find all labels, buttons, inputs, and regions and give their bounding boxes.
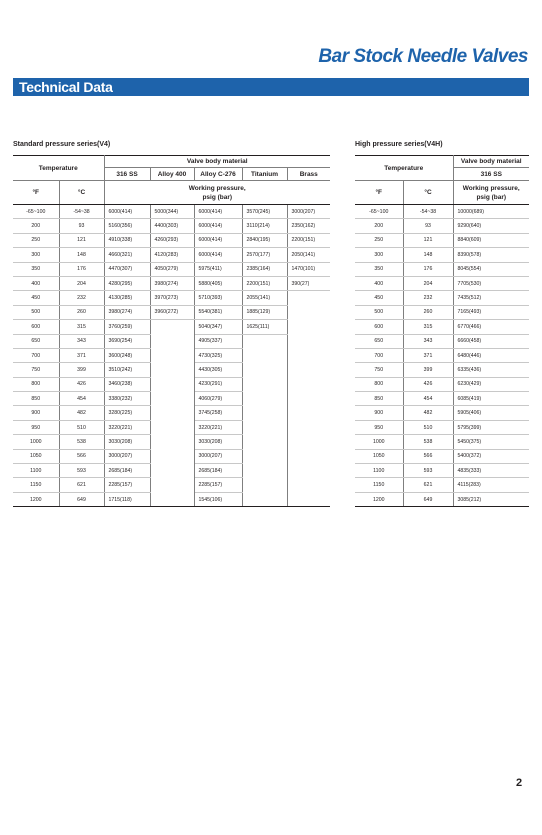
pressure-cell: 8045(554) (453, 262, 529, 276)
pressure-cell (242, 348, 287, 362)
temp-c-cell: 399 (403, 363, 453, 377)
temp-c-cell: 538 (403, 435, 453, 449)
pressure-cell: 2200(151) (242, 276, 287, 290)
temp-c-cell: 260 (59, 305, 104, 319)
pressure-cell: 5400(372) (453, 449, 529, 463)
pressure-cell: 3380(232) (104, 392, 150, 406)
temp-c-cell: 315 (59, 320, 104, 334)
temp-c-cell: 371 (59, 348, 104, 362)
pressure-cell: 390(27) (287, 276, 330, 290)
pressure-cell: 4660(321) (104, 248, 150, 262)
temp-c-cell: 93 (403, 219, 453, 233)
temp-c-cell: -54~38 (403, 205, 453, 219)
pressure-cell: 4260(293) (150, 233, 194, 247)
temp-c-cell: 649 (403, 492, 453, 506)
table-row (355, 377, 529, 391)
temp-c-cell: 315 (403, 320, 453, 334)
table-row (355, 291, 529, 305)
standard-series-caption: Standard pressure series(V4) (13, 141, 111, 148)
table-row (355, 348, 529, 362)
temp-c-cell: 343 (59, 334, 104, 348)
pressure-cell: 8840(609) (453, 233, 529, 247)
temp-f-cell: 650 (355, 334, 403, 348)
table-row (355, 276, 529, 290)
high-table-body (355, 205, 529, 507)
pressure-cell: 2570(177) (242, 248, 287, 262)
temp-c-cell: 510 (59, 420, 104, 434)
table-row (355, 262, 529, 276)
pressure-cell: 3000(207) (194, 449, 242, 463)
pressure-cell (150, 464, 194, 478)
pressure-cell (150, 334, 194, 348)
table-row (355, 449, 529, 463)
temp-c-cell: 399 (59, 363, 104, 377)
table-row (13, 305, 330, 319)
table-row (355, 219, 529, 233)
temp-f-cell: 800 (13, 377, 59, 391)
temp-c-cell: 93 (59, 219, 104, 233)
temp-f-cell: 350 (13, 262, 59, 276)
temp-f-cell: 900 (355, 406, 403, 420)
table-row (355, 435, 529, 449)
pressure-cell: 2685(184) (104, 464, 150, 478)
temp-f-cell: 900 (13, 406, 59, 420)
pressure-cell: 4050(279) (150, 262, 194, 276)
table-row (13, 262, 330, 276)
pressure-cell (150, 377, 194, 391)
pressure-cell: 3460(238) (104, 377, 150, 391)
temp-f-cell: 1150 (13, 478, 59, 492)
temp-c-cell: 121 (59, 233, 104, 247)
table-row (13, 334, 330, 348)
fahrenheit-header: °F (355, 181, 403, 205)
temp-f-cell: 1050 (13, 449, 59, 463)
temp-f-cell: 650 (13, 334, 59, 348)
pressure-cell (287, 305, 330, 319)
pressure-cell: 7435(512) (453, 291, 529, 305)
pressure-cell (150, 320, 194, 334)
pressure-cell (150, 420, 194, 434)
pressure-cell (242, 334, 287, 348)
pressure-cell (150, 492, 194, 506)
pressure-cell: 6770(466) (453, 320, 529, 334)
table-row (13, 291, 330, 305)
pressure-cell: 6335(436) (453, 363, 529, 377)
temp-f-cell: 1000 (13, 435, 59, 449)
temp-f-cell: 1000 (355, 435, 403, 449)
pressure-cell: 6000(414) (104, 205, 150, 219)
table-row (13, 363, 330, 377)
material-col-316ss: 316 SS (453, 168, 529, 181)
table-row (355, 363, 529, 377)
pressure-cell: 6000(414) (194, 219, 242, 233)
table-row (355, 320, 529, 334)
pressure-cell: 6085(419) (453, 392, 529, 406)
pressure-cell: 5040(347) (194, 320, 242, 334)
high-series-caption: High pressure series(V4H) (355, 141, 443, 148)
temp-c-cell: 593 (403, 464, 453, 478)
temp-f-cell: 1200 (13, 492, 59, 506)
temp-f-cell: 400 (13, 276, 59, 290)
temp-c-cell: -54~38 (59, 205, 104, 219)
table-row (13, 464, 330, 478)
pressure-cell: 3980(274) (150, 276, 194, 290)
temp-c-cell: 260 (403, 305, 453, 319)
pressure-cell: 3570(245) (242, 205, 287, 219)
temperature-header: Temperature (13, 156, 104, 181)
temp-c-cell: 510 (403, 420, 453, 434)
temp-c-cell: 566 (403, 449, 453, 463)
pressure-cell: 5905(406) (453, 406, 529, 420)
table-row (355, 492, 529, 506)
pressure-cell: 3510(242) (104, 363, 150, 377)
table-row (13, 219, 330, 233)
standard-pressure-table (13, 155, 330, 507)
standard-table-body (13, 205, 330, 507)
pressure-cell: 3085(212) (453, 492, 529, 506)
pressure-cell (287, 377, 330, 391)
pressure-cell: 6480(446) (453, 348, 529, 362)
temp-f-cell: 750 (13, 363, 59, 377)
temp-f-cell: 1150 (355, 478, 403, 492)
pressure-cell: 9290(640) (453, 219, 529, 233)
pressure-cell (242, 406, 287, 420)
temp-f-cell: 250 (13, 233, 59, 247)
pressure-cell (242, 464, 287, 478)
table-row (355, 305, 529, 319)
pressure-cell (287, 348, 330, 362)
pressure-cell (287, 435, 330, 449)
material-col-316ss: 316 SS (104, 168, 150, 181)
pressure-cell: 5000(344) (150, 205, 194, 219)
pressure-cell: 2050(141) (287, 248, 330, 262)
pressure-cell: 3030(208) (194, 435, 242, 449)
pressure-cell: 4430(305) (194, 363, 242, 377)
pressure-cell: 1625(111) (242, 320, 287, 334)
pressure-cell (150, 363, 194, 377)
pressure-cell: 8390(578) (453, 248, 529, 262)
temp-c-cell: 621 (403, 478, 453, 492)
pressure-cell (242, 420, 287, 434)
temp-c-cell: 426 (403, 377, 453, 391)
temp-f-cell: 200 (355, 219, 403, 233)
document-title: Bar Stock Needle Valves (318, 46, 528, 67)
pressure-cell: 2200(151) (287, 233, 330, 247)
table-row (13, 449, 330, 463)
material-col-alloyc276: Alloy C-276 (194, 168, 242, 181)
material-header: Valve body material (104, 156, 330, 168)
pressure-cell: 4835(333) (453, 464, 529, 478)
table-row (355, 464, 529, 478)
temp-c-cell: 538 (59, 435, 104, 449)
temp-c-cell: 482 (59, 406, 104, 420)
pressure-cell (242, 492, 287, 506)
material-col-brass: Brass (287, 168, 330, 181)
table-row (13, 248, 330, 262)
table-row (13, 435, 330, 449)
temp-c-cell: 176 (59, 262, 104, 276)
pressure-cell (150, 406, 194, 420)
table-row (13, 377, 330, 391)
pressure-cell (242, 363, 287, 377)
celsius-header: °C (403, 181, 453, 205)
temp-c-cell: 204 (59, 276, 104, 290)
table-row (13, 406, 330, 420)
temp-c-cell: 426 (59, 377, 104, 391)
pressure-cell: 2350(162) (287, 219, 330, 233)
temp-f-cell: 500 (355, 305, 403, 319)
pressure-cell: 3030(208) (104, 435, 150, 449)
temp-f-cell: 950 (355, 420, 403, 434)
pressure-cell: 3600(248) (104, 348, 150, 362)
pressure-cell (287, 406, 330, 420)
pressure-cell (287, 320, 330, 334)
pressure-cell: 3745(258) (194, 406, 242, 420)
pressure-cell (150, 348, 194, 362)
table-row (13, 392, 330, 406)
pressure-cell: 4130(285) (104, 291, 150, 305)
temp-c-cell: 371 (403, 348, 453, 362)
pressure-cell: 2385(164) (242, 262, 287, 276)
temp-f-cell: 500 (13, 305, 59, 319)
pressure-cell: 6660(458) (453, 334, 529, 348)
pressure-cell (150, 478, 194, 492)
temp-f-cell: 600 (13, 320, 59, 334)
pressure-cell: 4400(303) (150, 219, 194, 233)
temp-c-cell: 232 (403, 291, 453, 305)
table-row (355, 420, 529, 434)
pressure-cell: 5880(405) (194, 276, 242, 290)
temp-f-cell: -65~100 (355, 205, 403, 219)
pressure-cell: 3980(274) (104, 305, 150, 319)
pressure-cell: 1885(129) (242, 305, 287, 319)
pressure-cell: 5450(375) (453, 435, 529, 449)
table-row (355, 248, 529, 262)
temp-f-cell: 300 (355, 248, 403, 262)
section-title: Technical Data (19, 79, 113, 95)
table-row (13, 478, 330, 492)
pressure-cell: 3000(207) (287, 205, 330, 219)
pressure-cell: 3000(207) (104, 449, 150, 463)
table-row (355, 406, 529, 420)
temp-f-cell: 250 (355, 233, 403, 247)
pressure-cell: 4115(283) (453, 478, 529, 492)
table-row (13, 492, 330, 506)
pressure-cell: 4905(337) (194, 334, 242, 348)
temp-c-cell: 621 (59, 478, 104, 492)
table-row (13, 420, 330, 434)
table-row (13, 348, 330, 362)
pressure-cell: 5540(381) (194, 305, 242, 319)
pressure-cell: 5160(356) (104, 219, 150, 233)
pressure-cell (150, 392, 194, 406)
temp-c-cell: 454 (403, 392, 453, 406)
celsius-header: °C (59, 181, 104, 205)
pressure-cell: 4230(291) (194, 377, 242, 391)
temp-f-cell: 700 (355, 348, 403, 362)
pressure-cell: 2685(184) (194, 464, 242, 478)
temp-f-cell: 1100 (13, 464, 59, 478)
pressure-cell: 2285(157) (104, 478, 150, 492)
temp-f-cell: 350 (355, 262, 403, 276)
pressure-cell: 2285(157) (194, 478, 242, 492)
table-row (355, 392, 529, 406)
pressure-cell: 3760(259) (104, 320, 150, 334)
temp-f-cell: 450 (13, 291, 59, 305)
temp-f-cell: 400 (355, 276, 403, 290)
pressure-cell (287, 449, 330, 463)
table-row (13, 320, 330, 334)
temp-c-cell: 482 (403, 406, 453, 420)
temp-f-cell: 600 (355, 320, 403, 334)
pressure-cell: 5795(399) (453, 420, 529, 434)
pressure-cell (287, 492, 330, 506)
pressure-cell: 3220(221) (104, 420, 150, 434)
pressure-cell: 6000(414) (194, 233, 242, 247)
temp-f-cell: 800 (355, 377, 403, 391)
temp-c-cell: 343 (403, 334, 453, 348)
pressure-cell: 2055(141) (242, 291, 287, 305)
temperature-header: Temperature (355, 156, 453, 181)
pressure-cell: 4120(283) (150, 248, 194, 262)
temp-f-cell: 1200 (355, 492, 403, 506)
table-row (13, 205, 330, 219)
pressure-cell (287, 392, 330, 406)
temp-c-cell: 176 (403, 262, 453, 276)
temp-f-cell: 1050 (355, 449, 403, 463)
temp-c-cell: 204 (403, 276, 453, 290)
fahrenheit-header: °F (13, 181, 59, 205)
pressure-cell (287, 420, 330, 434)
temp-f-cell: 1100 (355, 464, 403, 478)
temp-c-cell: 593 (59, 464, 104, 478)
pressure-cell: 3280(225) (104, 406, 150, 420)
pressure-cell: 3970(273) (150, 291, 194, 305)
high-pressure-table (355, 155, 529, 507)
pressure-cell: 4910(338) (104, 233, 150, 247)
material-col-titanium: Titanium (242, 168, 287, 181)
pressure-cell (287, 478, 330, 492)
pressure-cell (150, 435, 194, 449)
pressure-cell: 1715(118) (104, 492, 150, 506)
pressure-cell: 4730(325) (194, 348, 242, 362)
pressure-cell: 6000(414) (194, 205, 242, 219)
material-header: Valve body material (453, 156, 529, 168)
pressure-cell: 3110(214) (242, 219, 287, 233)
pressure-cell: 3960(272) (150, 305, 194, 319)
page-number: 2 (516, 777, 523, 789)
pressure-cell: 4060(279) (194, 392, 242, 406)
pressure-cell: 1545(106) (194, 492, 242, 506)
temp-f-cell: 850 (13, 392, 59, 406)
pressure-cell (242, 435, 287, 449)
pressure-cell: 6000(414) (194, 248, 242, 262)
pressure-header: Working pressure, psig (bar) (453, 181, 529, 205)
temp-c-cell: 232 (59, 291, 104, 305)
temp-c-cell: 148 (403, 248, 453, 262)
temp-c-cell: 148 (59, 248, 104, 262)
table-row (13, 233, 330, 247)
temp-f-cell: 850 (355, 392, 403, 406)
temp-c-cell: 566 (59, 449, 104, 463)
pressure-cell: 7165(493) (453, 305, 529, 319)
pressure-cell (242, 478, 287, 492)
temp-f-cell: 750 (355, 363, 403, 377)
pressure-cell (287, 464, 330, 478)
section-header-bar (13, 78, 529, 96)
temp-c-cell: 649 (59, 492, 104, 506)
temp-f-cell: 700 (13, 348, 59, 362)
pressure-cell (287, 334, 330, 348)
pressure-cell (242, 392, 287, 406)
material-col-alloy400: Alloy 400 (150, 168, 194, 181)
pressure-cell: 4280(295) (104, 276, 150, 290)
pressure-cell: 5710(393) (194, 291, 242, 305)
table-row (13, 276, 330, 290)
pressure-cell: 1470(101) (287, 262, 330, 276)
pressure-header: Working pressure, psig (bar) (104, 181, 330, 205)
temp-f-cell: 300 (13, 248, 59, 262)
table-row (355, 233, 529, 247)
pressure-cell: 7705(530) (453, 276, 529, 290)
pressure-cell: 10000(689) (453, 205, 529, 219)
table-row (355, 205, 529, 219)
temp-f-cell: -65~100 (13, 205, 59, 219)
pressure-cell: 5975(411) (194, 262, 242, 276)
temp-f-cell: 950 (13, 420, 59, 434)
temp-f-cell: 200 (13, 219, 59, 233)
pressure-cell (287, 363, 330, 377)
temp-c-cell: 121 (403, 233, 453, 247)
temp-f-cell: 450 (355, 291, 403, 305)
pressure-cell (287, 291, 330, 305)
pressure-cell: 3220(221) (194, 420, 242, 434)
pressure-cell: 3690(254) (104, 334, 150, 348)
pressure-cell (242, 449, 287, 463)
pressure-cell (242, 377, 287, 391)
pressure-cell: 4470(307) (104, 262, 150, 276)
table-row (355, 334, 529, 348)
pressure-cell: 2840(195) (242, 233, 287, 247)
temp-c-cell: 454 (59, 392, 104, 406)
pressure-cell (150, 449, 194, 463)
pressure-cell: 6230(429) (453, 377, 529, 391)
table-row (355, 478, 529, 492)
